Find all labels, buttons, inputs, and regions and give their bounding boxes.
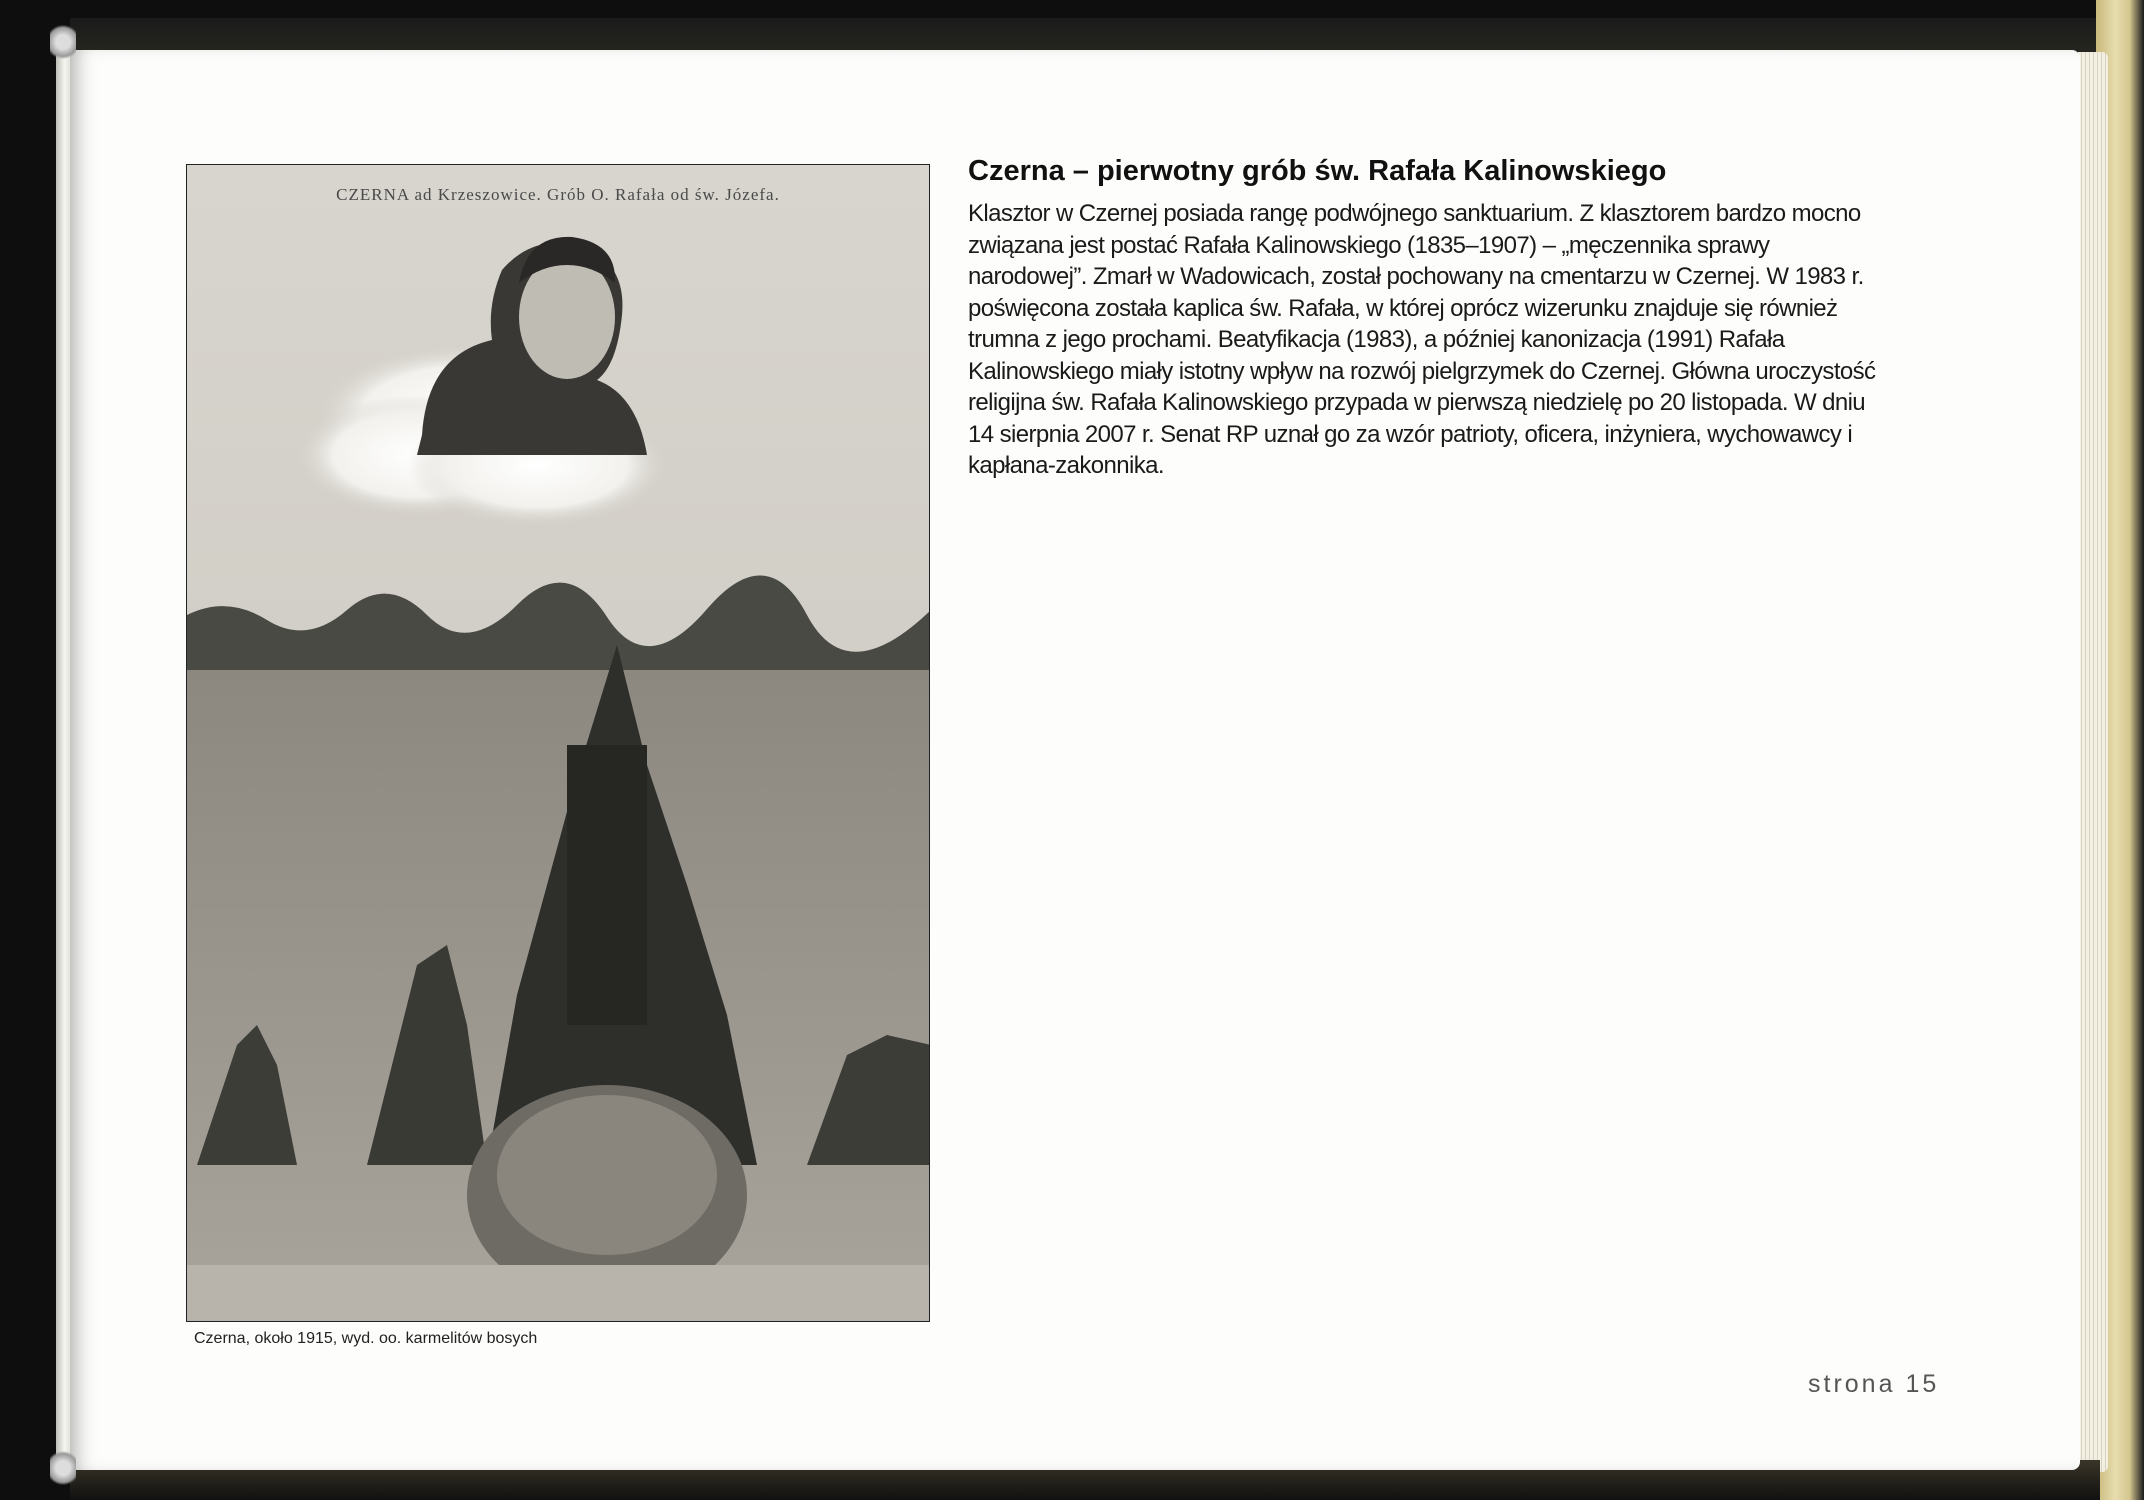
article-title: Czerna – pierwotny grób św. Rafała Kalinowskiego bbox=[968, 155, 1667, 187]
photo-caption: Czerna, około 1915, wyd. oo. karmelitów bosych bbox=[194, 1330, 538, 1347]
page-edges bbox=[2078, 52, 2108, 1472]
page-number: 15 bbox=[1905, 1370, 1940, 1398]
grave-cross bbox=[567, 745, 647, 1025]
postcard-printed-title: CZERNA ad Krzeszowice. Grób O. Rafała od św. Józefa. bbox=[336, 185, 780, 204]
postcard-illustration bbox=[187, 165, 930, 1322]
book-binding bbox=[56, 30, 70, 1475]
page-footer bbox=[1808, 1370, 1939, 1399]
binding-thread-top bbox=[50, 22, 76, 62]
article-body: Klasztor w Czernej posiada rangę podwójnego sanktuarium. Z klasztorem bardzo mocno związana jest postać Rafała Kalinowskiego (1835–1907) – „męczennika sprawy narodowej”. Zmarł w Wadowicach, został pochowany na cmentarzu w Czernej. W 1983 r. poświęcona została kaplica św. Rafała, w której oprócz wizerunku znajduje się również trumna z jego prochami. Beatyfikacja (1983), a później kanonizacja (1991) Rafała Kalinowskiego miały istotny wpływ na rozwój pielgrzymek do Czernej. Główna uroczystość religijna św. Rafała Kalinowskiego przypada w pierwszą niedzielę po 20 listopada. W dniu 14 sierpnia 2007 r. Senat RP uznał go za wzór patrioty, oficera, inżyniera, wychowawcy i kapłana-zakonnika. bbox=[968, 200, 1876, 479]
historic-postcard-photo bbox=[186, 164, 930, 1322]
binding-thread-bottom bbox=[50, 1448, 76, 1488]
page-label: strona bbox=[1808, 1370, 1896, 1398]
